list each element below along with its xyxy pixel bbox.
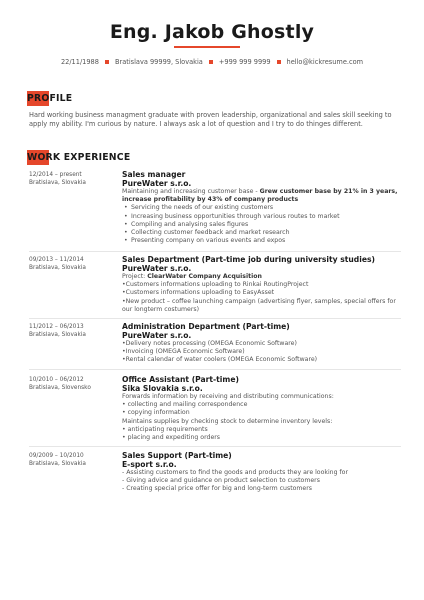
job-line: Forwards information by receiving and distributing communications:: [122, 393, 334, 400]
job-body: [122, 375, 402, 442]
list-item: • Servicing the needs of our existing customers: [122, 204, 402, 212]
profile-heading: [27, 91, 72, 106]
job-achievement: Grew customer base by 21% in 3 years, increase profitability by 43% of company products: [122, 188, 398, 204]
job-company: E-sport s.r.o.: [122, 460, 177, 469]
birthdate: 22/11/1988: [60, 58, 99, 66]
phone: +999 999 9999: [218, 58, 271, 66]
job-body: [122, 255, 402, 314]
job-body: [122, 322, 402, 365]
job-meta: [29, 323, 121, 339]
job-dates: 10/2010 – 06/2012: [29, 377, 84, 383]
job-line: •Customers informations uploading to Rinkai RoutingProject: [122, 281, 309, 289]
list-item: • Compiling and analysing sales figures: [122, 221, 402, 229]
job-location: Bratislava, Slovakia: [29, 265, 86, 271]
job-divider: [29, 369, 401, 370]
job-body: [122, 451, 402, 494]
job-title: Sales Support (Part-time): [122, 451, 232, 460]
project-name: ClearWater Company Acquisition: [147, 273, 262, 280]
list-item: • Increasing business opportunities through various routes to market: [122, 213, 402, 221]
job-dates: 12/2014 – present: [29, 172, 82, 178]
job-intro: [122, 188, 402, 204]
job-meta: [29, 452, 121, 468]
job-divider: [29, 251, 401, 252]
job-line: •Delivery notes processing (OMEGA Economic Software): [122, 340, 297, 347]
job-line: - Assisting customers to find the goods and products they are looking for: [122, 469, 349, 476]
job-location: Bratislava, Slovakia: [29, 461, 86, 467]
job-line: - Creating special price offer for big and long-term customers: [122, 485, 313, 493]
job-location: Bratislava, Slovensko: [29, 385, 91, 391]
job-dates: 11/2012 – 06/2013: [29, 324, 84, 330]
job-title: Office Assistant (Part-time): [122, 375, 239, 384]
job-line: •Rental calendar of water coolers (OMEGA Economic Software): [122, 356, 318, 364]
job-line: • copying information: [122, 409, 190, 417]
job-company: PureWater s.r.o.: [122, 331, 192, 340]
profile-summary: Hard working business managment graduate with proven leadership, organizational and sales skill seeking to apply my ability. I'm curious by nature. I always ask a lot of question and I try to do thinges different.: [29, 111, 392, 128]
job-title: Administration Department (Part-time): [122, 322, 290, 331]
job-meta: [29, 256, 121, 272]
job-line: • collecting and mailing correspondence: [122, 401, 248, 409]
job-line: Maintains supplies by checking stock to determine inventory levels:: [122, 417, 333, 425]
name-underline: [174, 46, 240, 48]
work-experience-heading: [27, 150, 130, 165]
job-meta: [29, 171, 121, 187]
job-company: PureWater s.r.o.: [122, 179, 192, 188]
job-title: Sales manager: [122, 170, 186, 179]
job-line: •Invoicing (OMEGA Economic Software): [122, 348, 245, 356]
job-meta: [29, 376, 121, 392]
address: Bratislava 99999, Slovakia: [114, 58, 203, 66]
job-company: PureWater s.r.o.: [122, 264, 192, 273]
project-label: Project:: [122, 273, 148, 280]
job-location: Bratislava, Slovakia: [29, 332, 86, 338]
job-dates: 09/2013 – 11/2014: [29, 257, 84, 263]
separator-square-icon: [105, 60, 109, 64]
job-title: Sales Department (Part-time job during university studies): [122, 255, 375, 264]
job-line: •Customers informations uploading to EasyAsset: [122, 289, 275, 297]
job-divider: [29, 446, 401, 447]
job-line: • placing and expediting orders: [122, 434, 221, 442]
email: hello@kickresume.com: [286, 58, 364, 66]
work-experience-heading-label: WORK EXPERIENCE: [27, 152, 131, 163]
list-item: • Collecting customer feedback and market research: [122, 229, 402, 237]
job-line: • anticipating requirements: [122, 425, 208, 433]
separator-square-icon: [277, 60, 281, 64]
job-line: - Giving advice and guidance on product selection to customers: [122, 477, 320, 485]
job-bullet-list: [122, 204, 402, 245]
contact-bar: [0, 58, 424, 66]
profile-heading-label: PROFILE: [27, 93, 73, 104]
separator-square-icon: [209, 60, 213, 64]
job-company: Sika Slovakia s.r.o.: [122, 384, 203, 393]
job-location: Bratislava, Slovakia: [29, 180, 86, 186]
job-body: [122, 170, 402, 245]
job-divider: [29, 318, 401, 319]
job-dates: 09/2009 – 10/2010: [29, 453, 84, 459]
job-line: •New product – coffee launching campaign (advertising flyer, samples, special offers for our longterm costumers): [122, 297, 396, 313]
job-intro-text: Maintaining and increasing customer base -: [122, 188, 260, 195]
candidate-name: Eng. Jakob Ghostly: [109, 21, 315, 43]
list-item: • Presenting company on various events and expos: [122, 237, 402, 245]
job-project: [122, 273, 402, 281]
